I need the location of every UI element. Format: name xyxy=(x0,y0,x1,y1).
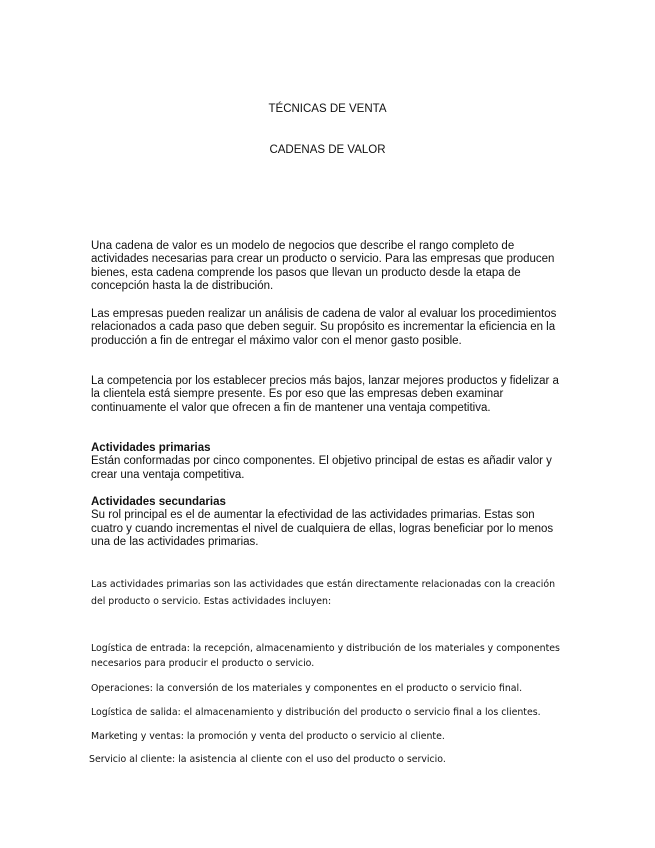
list-item: Operaciones: la conversión de los materiales y componentes en el producto o servicio final. xyxy=(91,683,523,694)
primary-intro: Las actividades primarias son las actividades que están directamente relacionadas con la creación del producto o servicio. Estas actividades incluyen: xyxy=(91,579,556,607)
section-heading: Actividades primarias xyxy=(91,442,211,454)
list-item: Logística de salida: el almacenamiento y distribución del producto o servicio final a los clientes. xyxy=(91,707,541,718)
list-item: Logística de entrada: la recepción, almacenamiento y distribución de los materiales y componentes necesarios para producir el producto o servicio. xyxy=(91,643,560,669)
list-item: Servicio al cliente: la asistencia al cliente con el uso del producto o servicio. xyxy=(89,754,446,765)
document-subtitle: CADENAS DE VALOR xyxy=(269,144,386,156)
document-title: TÉCNICAS DE VENTA xyxy=(268,103,387,115)
section-heading: Actividades secundarias xyxy=(91,496,226,508)
section-text: Su rol principal es el de aumentar la efectividad de las actividades primarias. Estas son cuatro y cuando incrementas el nivel de cualquiera de ellas, logras beneficiar por lo menos una de las actividades primarias. xyxy=(91,509,554,548)
paragraph-1: Una cadena de valor es un modelo de negocios que describe el rango completo de actividades necesarias para crear un producto o servicio. Para las empresas que producen bienes, esta cadena comprende los pasos que llevan un producto desde la etapa de concepción hasta la de distribución. xyxy=(91,240,555,292)
paragraph-3: La competencia por los establecer precios más bajos, lanzar mejores productos y fidelizar a la clientela está siempre presente. Es por eso que las empresas deben examinar continuamente el valor que ofrecen a fin de mantener una ventaja competitiva. xyxy=(91,375,559,414)
section-text: Están conformadas por cinco componentes. El objetivo principal de estas es añadir valor y crear una ventaja competitiva. xyxy=(91,455,552,481)
paragraph-2: Las empresas pueden realizar un análisis de cadena de valor al evaluar los procedimientos relacionados a cada paso que deben seguir. Su propósito es incrementar la eficiencia en la producción a fin de entregar el máximo valor con el menor gasto posible. xyxy=(91,308,557,347)
list-item: Marketing y ventas: la promoción y venta del producto o servicio al cliente. xyxy=(91,731,445,742)
section-secondary xyxy=(91,496,569,549)
section-primary xyxy=(91,442,569,482)
